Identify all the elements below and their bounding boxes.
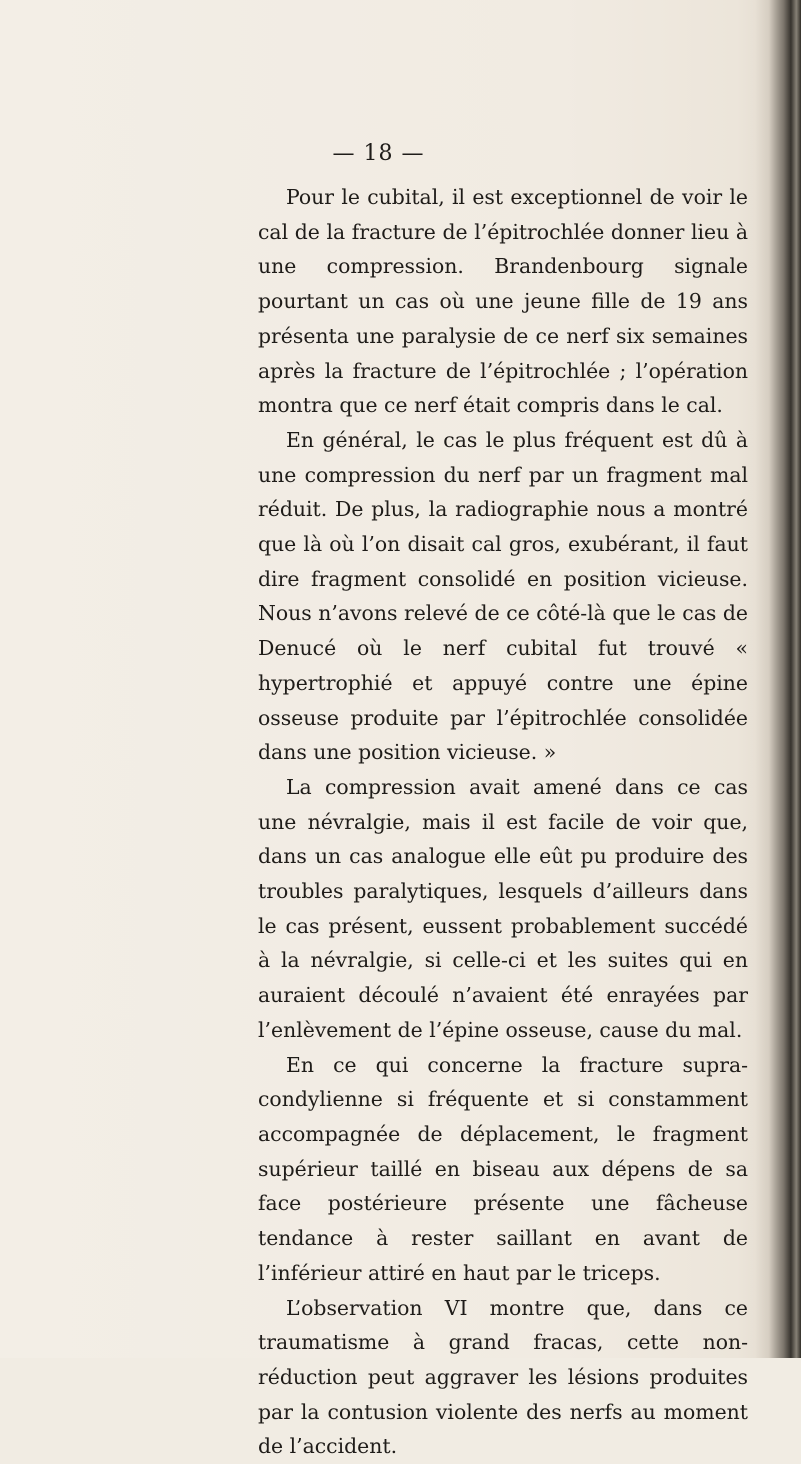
- page-edge-shadow: [755, 0, 801, 1358]
- page-number: — 18 —: [0, 141, 779, 166]
- paragraph: En général, le cas le plus fréquent est dû à une compression du nerf par un fragment mal réduit. De plus, la radiographie nous a montré que là où l’on disait cal gros, exubérant, il faut dire fragment consolidé en position vicieuse. Nous n’avons relevé de ce côté-là que le cas de Denucé où le nerf cubital fut trouvé « hypertrophié et appuyé contre une épine osseuse produite par l’épitrochlée consolidée dans une position vicieuse. »: [258, 423, 748, 770]
- paragraph: Pour le cubital, il est exceptionnel de voir le cal de la fracture de l’épitrochlée donner lieu à une compression. Brandenbourg signale pourtant un cas où une jeune fille de 19 ans présenta une paralysie de ce nerf six semaines après la fracture de l’épitrochlée ; l’opération montra que ce nerf était compris dans le cal.: [258, 180, 748, 423]
- paragraph: L’observation VI montre que, dans ce traumatisme à grand fracas, cette non-réduction peut aggraver les lésions produites par la contusion violente des nerfs au moment de l’accident.: [258, 1291, 748, 1464]
- body-text: [258, 180, 748, 1464]
- paragraph: La compression avait amené dans ce cas une névralgie, mais il est facile de voir que, dans un cas analogue elle eût pu produire des troubles paralytiques, lesquels d’ailleurs dans le cas présent, eussent probablement succédé à la névralgie, si celle-ci et les suites qui en auraient découlé n’avaient été enrayées par l’enlèvement de l’épine osseuse, cause du mal.: [258, 770, 748, 1048]
- paragraph: En ce qui concerne la fracture supra-condylienne si fréquente et si constamment accompagnée de déplacement, le fragment supérieur taillé en biseau aux dépens de sa face postérieure présente une fâcheuse tendance à rester saillant en avant de l’inférieur attiré en haut par le triceps.: [258, 1048, 748, 1291]
